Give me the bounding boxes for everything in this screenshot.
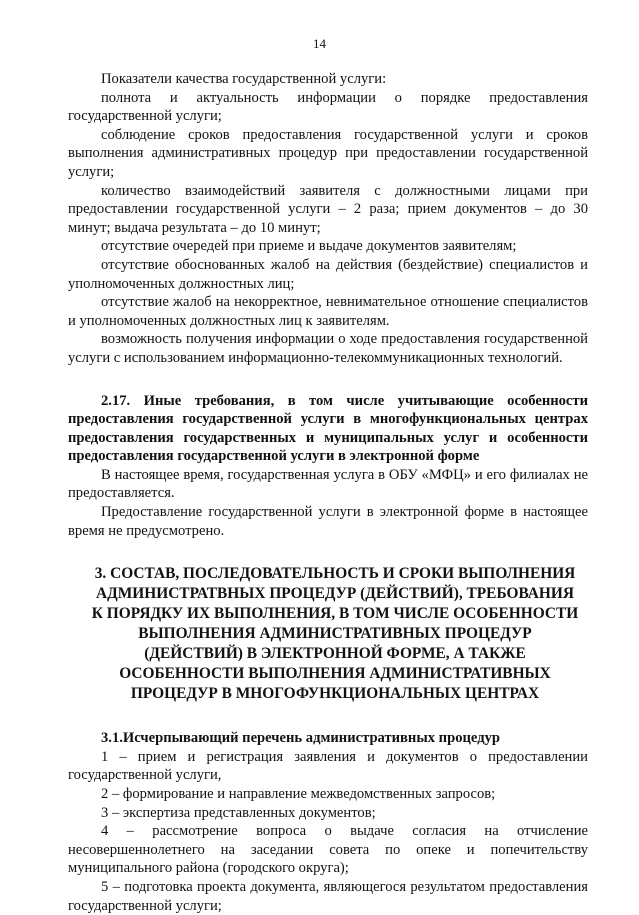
procedure-list-item: 2 – формирование и направление межведомственных запросов; <box>101 786 496 803</box>
page-number: 14 <box>313 36 326 51</box>
document-body <box>68 70 588 915</box>
quality-indicator-item: возможность получения информации о ходе предоставления государственной услуги с использованием информационно-телекоммуникационных технологий. <box>68 331 588 366</box>
quality-indicator-item: количество взаимодействий заявителя с должностными лицами при предоставлении государственной услуги – 2 раза; прием документов – до 30 минут; выдача результата – до 10 минут; <box>68 182 588 236</box>
section-2-17 <box>68 392 588 541</box>
quality-indicator-item: соблюдение сроков предоставления государственной услуги и сроков выполнения административных процедур при предоставлении государственной услуги; <box>68 126 588 180</box>
section-2-17-heading: 2.17. Иные требования, в том числе учитывающие особенности предоставления государственной услуги в многофункциональных центрах предоставления государственных и муниципальных услуг и особенности предоставления государственной услуги в электронной форме <box>68 392 588 465</box>
quality-indicator-item: полнота и актуальность информации о порядке предоставления государственной услуги; <box>68 89 588 125</box>
section-2-17-paragraph: В настоящее время, государственная услуга в ОБУ «МФЦ» и его филиалах не предоставляется. <box>68 466 588 502</box>
procedure-list-item: 5 – подготовка проекта документа, являющегося результатом предоставления государственной услуги; <box>68 879 588 914</box>
chapter-3-heading: 3. СОСТАВ, ПОСЛЕДОВАТЕЛЬНОСТЬ И СРОКИ ВЫПОЛНЕНИЯ АДМИНИСТРАТВНЫХ ПРОЦЕДУР (ДЕЙСТВИЙ), ТРЕБОВАНИЯ К ПОРЯДКУ ИХ ВЫПОЛНЕНИЯ, В ТОМ ЧИСЛЕ ОСОБЕННОСТИ ВЫПОЛНЕНИЯ АДМИНИСТРАТИВНЫХ ПРОЦЕДУР (ДЕЙСТВИЙ) В ЭЛЕКТРОННОЙ ФОРМЕ, А ТАКЖЕ ОСОБЕННОСТИ ВЫПОЛНЕНИЯ АДМИНИСТРАТИВНЫХ ПРОЦЕДУР В МНОГОФУНКЦИОНАЛЬНЫХ ЦЕНТРАХ <box>91 565 579 703</box>
subsection-3-1-heading: 3.1.Исчерпывающий перечень административных процедур <box>101 730 500 747</box>
procedure-list-item: 4 – рассмотрение вопроса о выдаче согласия на отчисление несовершеннолетнего на заседании совета по опеке и попечительству муниципального района (городского округа); <box>68 823 588 877</box>
quality-indicators-intro: Показатели качества государственной услуги: <box>101 71 387 87</box>
quality-indicator-item: отсутствие очередей при приеме и выдаче документов заявителям; <box>101 238 517 255</box>
section-2-17-paragraph: Предоставление государственной услуги в электронной форме в настоящее время не предусмотрено. <box>68 504 588 539</box>
procedure-list-item: 3 – экспертиза представленных документов; <box>101 804 376 821</box>
quality-indicator-item: отсутствие жалоб на некорректное, невнимательное отношение специалистов и уполномоченных должностных лиц к заявителям. <box>68 294 588 329</box>
quality-indicator-item: отсутствие обоснованных жалоб на действия (бездействие) специалистов и уполномоченных должностных лиц; <box>68 256 588 292</box>
subsection-3-1 <box>68 729 588 915</box>
procedure-list-item: 1 – прием и регистрация заявления и документов о предоставлении государственной услуги, <box>68 748 588 784</box>
quality-indicators-block <box>68 70 588 368</box>
